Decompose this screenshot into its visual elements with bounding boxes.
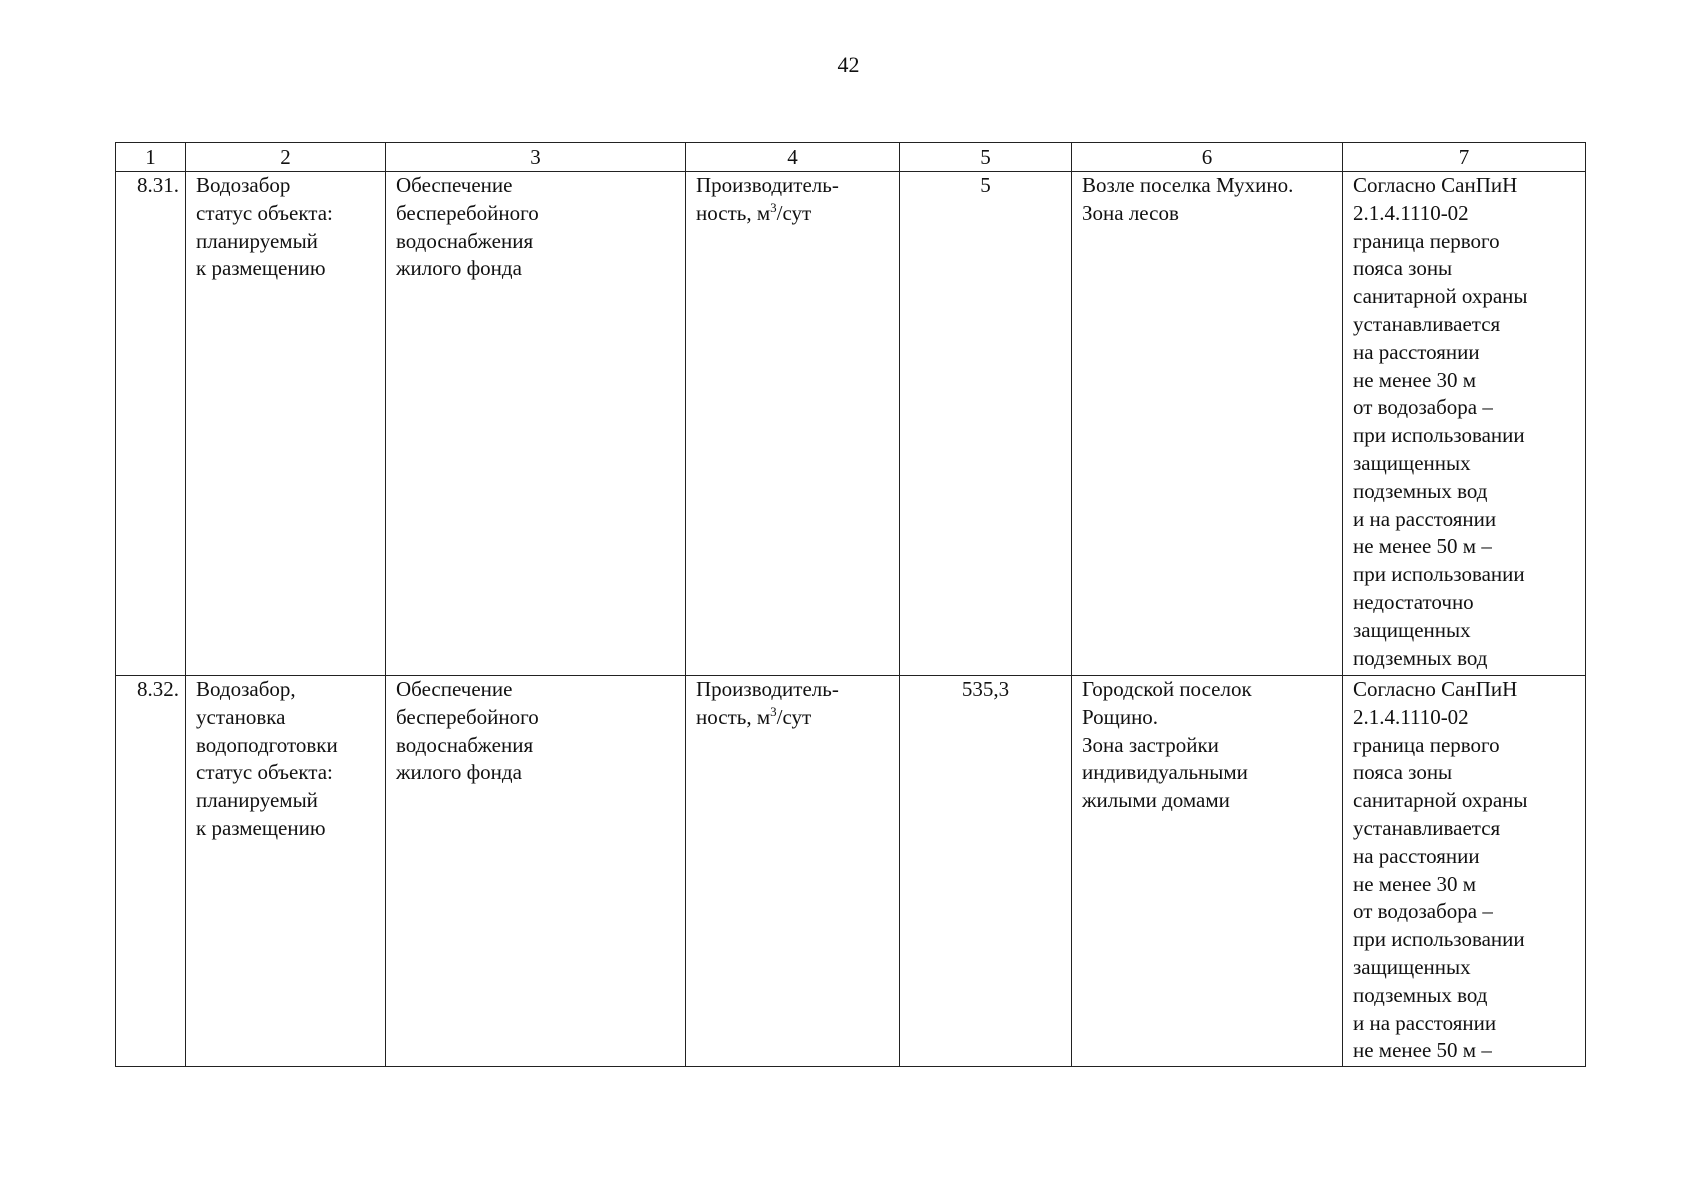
- sanitary-zone-cell: Согласно СанПиН 2.1.4.1110-02 граница первого пояса зоны санитарной охраны устанавливается на расстоянии не менее 30 м от водозабора – при использовании защищенных подземных вод и на расстоянии не менее 50 м –: [1343, 676, 1586, 1067]
- purpose-cell: Обеспечение бесперебойного водоснабжения жилого фонда: [386, 676, 686, 1067]
- table-row: [116, 676, 1586, 1067]
- column-header: 7: [1343, 143, 1586, 172]
- objects-table: [115, 142, 1586, 1067]
- table-row: [116, 172, 1586, 676]
- column-header: 4: [686, 143, 900, 172]
- page-number: 42: [837, 52, 860, 77]
- column-header: 3: [386, 143, 686, 172]
- parameter-cell: [686, 676, 900, 1067]
- parameter-cell: [686, 172, 900, 676]
- value-cell: 535,3: [900, 676, 1072, 1067]
- parameter-unit: /сут: [776, 200, 812, 225]
- parameter-text: Производитель- ность, м: [696, 677, 839, 729]
- row-number: 8.31.: [116, 172, 186, 676]
- column-header: 2: [186, 143, 386, 172]
- column-header: 1: [116, 143, 186, 172]
- table-header-row: [116, 143, 1586, 172]
- location-cell: Городской поселок Рощино. Зона застройки индивидуальными жилыми домами: [1072, 676, 1343, 1067]
- parameter-unit: /сут: [776, 704, 812, 729]
- parameter-text: Производитель- ность, м: [696, 173, 839, 225]
- column-header: 5: [900, 143, 1072, 172]
- object-name-cell: Водозабор статус объекта: планируемый к размещению: [186, 172, 386, 676]
- sanitary-zone-cell: Согласно СанПиН 2.1.4.1110-02 граница первого пояса зоны санитарной охраны устанавливается на расстоянии не менее 30 м от водозабора – при использовании защищенных подземных вод и на расстоянии не менее 50 м – при использовании недостаточно защищенных подземных вод: [1343, 172, 1586, 676]
- column-header: 6: [1072, 143, 1343, 172]
- parameter-superscript: 3: [770, 199, 777, 215]
- row-number: 8.32.: [116, 676, 186, 1067]
- purpose-cell: Обеспечение бесперебойного водоснабжения жилого фонда: [386, 172, 686, 676]
- value-cell: 5: [900, 172, 1072, 676]
- parameter-superscript: 3: [770, 703, 777, 719]
- object-name-cell: Водозабор, установка водоподготовки статус объекта: планируемый к размещению: [186, 676, 386, 1067]
- location-cell: Возле поселка Мухино. Зона лесов: [1072, 172, 1343, 676]
